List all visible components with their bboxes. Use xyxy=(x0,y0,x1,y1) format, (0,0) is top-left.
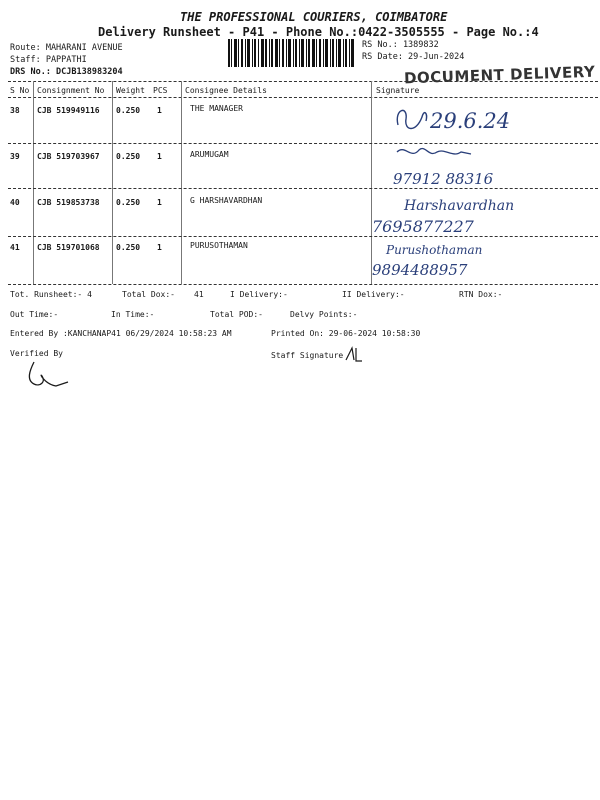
row-sno: 40 xyxy=(10,198,20,207)
rs-date: RS Date: 29-Jun-2024 xyxy=(362,52,465,62)
row-signature-name: Harshavardhan xyxy=(404,198,515,214)
table-top-rule xyxy=(8,81,598,82)
row-consignment: CJB 519703967 xyxy=(37,152,100,161)
row-consignment: CJB 519949116 xyxy=(37,106,100,115)
table-header-rule xyxy=(8,97,598,98)
out-time: Out Time:- xyxy=(10,310,59,319)
runsheet-subtitle: Delivery Runsheet - P41 - Phone No.:0422-3505555 - Page No.:4 xyxy=(98,25,539,39)
route-label: Route: MAHARANI AVENUE xyxy=(10,43,123,53)
i-delivery: I Delivery:- xyxy=(230,290,288,299)
total-pod: Total POD:- xyxy=(210,310,263,319)
row-pcs: 1 xyxy=(157,106,162,115)
row-consignee: ARUMUGAM xyxy=(190,150,229,159)
rtn-dox: RTN Dox:- xyxy=(459,290,503,299)
row-signature-name: Purushothaman xyxy=(386,243,483,257)
row-separator xyxy=(8,143,598,144)
rs-number: RS No.: 1389832 xyxy=(362,40,439,50)
col-divider xyxy=(371,81,372,284)
row-pcs: 1 xyxy=(157,152,162,161)
row-separator xyxy=(8,188,598,189)
col-divider xyxy=(181,81,182,284)
signature-scribble xyxy=(395,142,475,170)
row-separator xyxy=(8,236,598,237)
total-dox-label: Total Dox:- xyxy=(122,290,175,299)
printed-on: Printed On: 29-06-2024 10:58:30 xyxy=(271,329,421,338)
entered-by: Entered By :KANCHANAP41 06/29/2024 10:58:23 AM xyxy=(10,329,232,338)
col-divider xyxy=(112,81,113,284)
row-signature-phone: 9894488957 xyxy=(372,261,468,279)
total-dox-value: 41 xyxy=(194,290,204,299)
signature-scribble xyxy=(392,103,432,143)
document-delivery-stamp: DOCUMENT DELIVERY xyxy=(403,62,596,88)
in-time: In Time:- xyxy=(111,310,155,319)
signature-mark xyxy=(395,142,475,166)
verified-by: Verified By xyxy=(10,349,63,358)
col-consignee: Consignee Details xyxy=(185,86,267,95)
verifier-signature xyxy=(22,360,72,390)
row-weight: 0.250 xyxy=(116,152,141,161)
company-title: THE PROFESSIONAL COURIERS, COIMBATORE xyxy=(180,10,448,24)
signature-mark xyxy=(392,103,432,137)
row-signature-phone: 97912 88316 xyxy=(393,170,494,188)
row-consignee: G HARSHAVARDHAN xyxy=(190,196,263,205)
barcode-image xyxy=(228,39,356,67)
col-consignment: Consignment No xyxy=(37,86,105,95)
staff-label: Staff: PAPPATHI xyxy=(10,55,87,65)
drs-number: DRS No.: DCJB138983204 xyxy=(10,67,123,77)
table-bottom-rule xyxy=(8,284,598,285)
col-signature: Signature xyxy=(376,86,420,95)
row-sno: 39 xyxy=(10,152,20,161)
tot-runsheet: Tot. Runsheet:- 4 xyxy=(10,290,92,299)
col-divider xyxy=(33,81,34,284)
row-signature-phone: 7695877227 xyxy=(372,217,474,236)
col-sno: S No xyxy=(10,86,30,95)
ii-delivery: II Delivery:- xyxy=(342,290,405,299)
row-consignee: THE MANAGER xyxy=(190,104,243,113)
row-sno: 38 xyxy=(10,106,20,115)
row-sno: 41 xyxy=(10,243,20,252)
col-pcs: PCS xyxy=(153,86,168,95)
row-consignee: PURUSOTHAMAN xyxy=(190,241,248,250)
staff-signature-mark xyxy=(344,346,364,364)
row-pcs: 1 xyxy=(157,243,162,252)
row-consignment: CJB 519853738 xyxy=(37,198,100,207)
row-pcs: 1 xyxy=(157,198,162,207)
row-weight: 0.250 xyxy=(116,198,141,207)
staff-signature-label: Staff Signature xyxy=(271,351,344,360)
delvy-points: Delvy Points:- xyxy=(290,310,358,319)
row-weight: 0.250 xyxy=(116,106,141,115)
col-weight: Weight xyxy=(116,86,145,95)
row-consignment: CJB 519701068 xyxy=(37,243,100,252)
row-signature-date: 29.6.24 xyxy=(430,109,511,133)
row-weight: 0.250 xyxy=(116,243,141,252)
